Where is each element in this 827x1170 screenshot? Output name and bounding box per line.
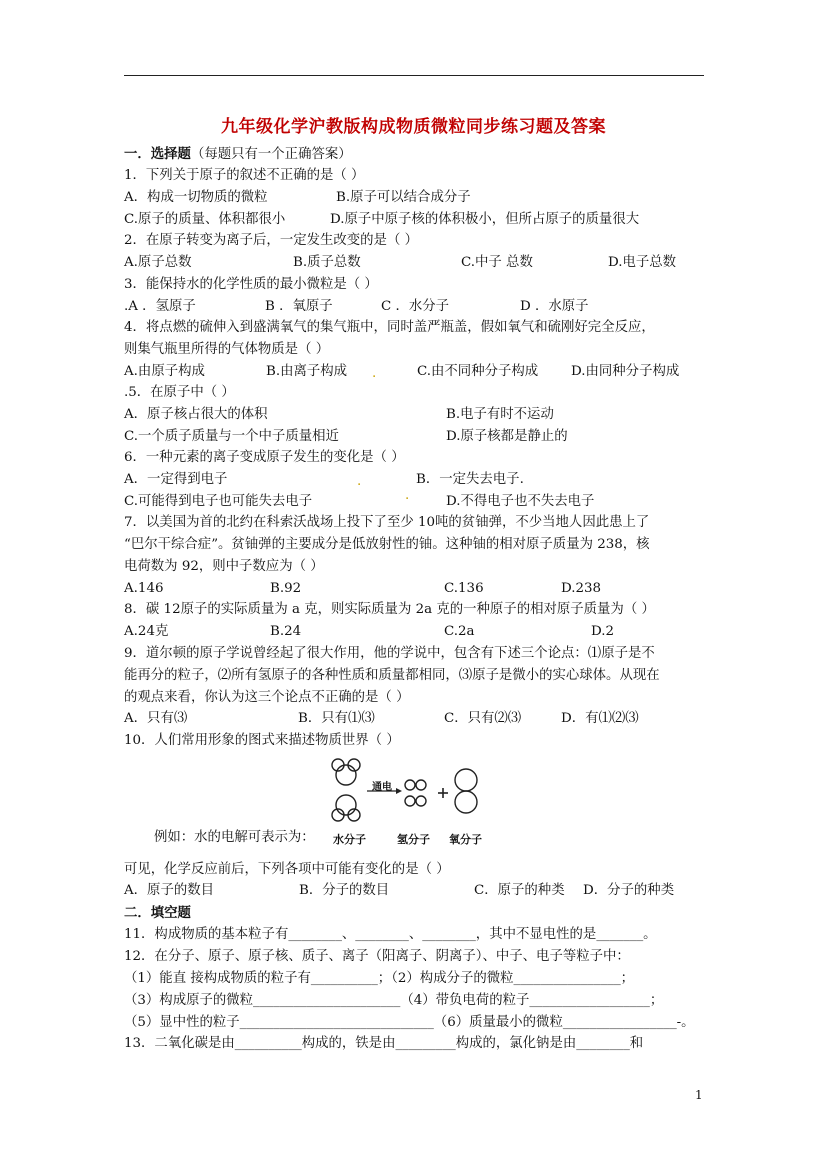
question-8: 8．碳 12原子的实际质量为 a 克，则实际质量为 2a 克的一种原子的相对原子质量为（ ）	[124, 602, 655, 617]
option: B.由离子构成	[266, 364, 348, 379]
question-7-cont: “巴尔干综合症”。贫铀弹的主要成分是低放射性的铀。这种铀的相对原子质量为 238，核	[124, 537, 650, 552]
option: C ．水分子	[381, 299, 450, 314]
option: D．有⑴⑵⑶	[561, 711, 639, 726]
option: C．只有⑵⑶	[444, 711, 522, 726]
question-4: 4．将点燃的硫伸入到盛满氧气的集气瓶中，同时盖严瓶盖，假如氧气和硫刚好完全反应，	[124, 320, 655, 335]
option: C.原子的质量、体积都很小	[124, 212, 286, 227]
hydrogen-molecule-label: 氢分子	[397, 833, 430, 846]
question-9-cont: 的观点来看，你认为这三个论点不正确的是（ ）	[124, 690, 410, 705]
option: A．一定得到电子	[124, 472, 228, 487]
option: B.质子总数	[293, 255, 361, 270]
question-7-cont: 电荷数为 92，则中子数应为（ ）	[124, 559, 324, 574]
question-11: 11．构成物质的基本粒子有________、________、________，其中不显电性的是_______。	[124, 927, 657, 942]
question-9-cont: 能再分的粒子，⑵所有氢原子的各种性质和质量都相同，⑶原子是微小的实心球体。从现在	[124, 668, 660, 683]
option: D.238	[561, 581, 602, 596]
option: A.由原子构成	[124, 364, 205, 379]
option: D.不得电子也不失去电子	[446, 494, 595, 509]
option: A.原子总数	[124, 255, 192, 270]
option: B.92	[270, 581, 302, 596]
option: C.由不同种分子构成	[417, 364, 539, 379]
arrow-label: 通电	[372, 782, 392, 793]
stray-dot: .	[405, 488, 410, 503]
option: A．只有⑶	[124, 711, 188, 726]
option: D ．水原子	[520, 299, 589, 314]
option: D.原子核都是静止的	[446, 429, 568, 444]
option: C.2a	[444, 624, 475, 639]
section-heading: 二．填空题	[124, 905, 191, 921]
question-7: 7．以美国为首的北约在科索沃战场上投下了至少 10吨的贫铀弹，不少当地人因此患上了	[124, 515, 650, 530]
page-title: 九年级化学沪教版构成物质微粒同步练习题及答案	[221, 117, 606, 137]
question-13: 13．二氧化碳是由__________构成的，铁是由_________构成的，氯化钠是由________和	[124, 1036, 644, 1051]
option: B.原子可以结合成分子	[336, 190, 471, 205]
water-molecule-label: 水分子	[333, 833, 366, 846]
option: D.由同种分子构成	[571, 364, 680, 379]
option: B．一定失去电子.	[416, 472, 524, 487]
question-1: 1．下列关于原子的叙述不正确的是（ ）	[124, 168, 365, 183]
question-10: 10．人们常用形象的图式来描述物质世界（ ）	[124, 733, 400, 748]
option: A.146	[124, 581, 164, 596]
option: B．只有⑴⑶	[298, 711, 375, 726]
option: C.可能得到电子也可能失去电子	[124, 494, 313, 509]
option: B.24	[270, 624, 302, 639]
header-rule	[124, 75, 704, 76]
option: B．分子的数目	[299, 883, 390, 898]
option: A．原子核占很大的体积	[124, 407, 268, 422]
example-label: 例如：水的电解可表示为：	[154, 830, 315, 845]
oxygen-molecule-label: 氧分子	[449, 833, 482, 846]
stray-dot: .	[357, 474, 362, 489]
option: C.136	[444, 581, 484, 596]
stray-dot: .	[372, 366, 377, 381]
option: D.2	[591, 624, 615, 639]
option: A．构成一切物质的微粒	[124, 190, 268, 205]
molecule-diagram-svg	[320, 758, 495, 828]
page-number: 1	[695, 1088, 703, 1102]
option: B.电子有时不运动	[446, 407, 554, 422]
question-6: 6．一种元素的离子变成原子发生的变化是（ ）	[124, 450, 405, 465]
option: D.原子中原子核的体积极小，但所占原子的质量很大	[330, 212, 640, 227]
option: D．分子的种类	[583, 883, 675, 898]
option: A．原子的数目	[124, 883, 215, 898]
question-4-cont: 则集气瓶里所得的气体物质是（ ）	[124, 342, 330, 357]
option: D.电子总数	[608, 255, 677, 270]
question-3: 3．能保持水的化学性质的最小微粒是（ ）	[124, 277, 378, 292]
question-5: .5．在原子中（ ）	[124, 385, 235, 400]
question-10-cont: 可见，化学反应前后，下列各项中可能有变化的是（ ）	[124, 862, 450, 877]
option: C.一个质子质量与一个中子质量相近	[124, 429, 339, 444]
question-2: 2．在原子转变为离子后，一定发生改变的是（ ）	[124, 233, 418, 248]
question-12: 12．在分子、原子、原子核、质子、离子（阳离子、阴离子）、中子、电子等粒子中：	[124, 949, 630, 964]
option: A.24克	[124, 624, 169, 639]
question-9: 9．道尔顿的原子学说曾经起了很大作用，他的学说中，包含有下述三个论点：⑴原子是不	[124, 646, 655, 661]
question-12-part: （1）能直 接构成物质的粒子有__________；（2）构成分子的微粒________________；	[124, 971, 635, 986]
option: C．原子的种类	[474, 883, 565, 898]
section-heading: 一．选择题（每题只有一个正确答案）	[124, 146, 352, 162]
option: B ．氧原子	[265, 299, 333, 314]
question-12-part: （5）显中性的粒子_____________________________（6）质量最小的微粒_________________-。	[124, 1015, 695, 1030]
option: C.中子 总数	[461, 255, 533, 270]
question-12-part: （3）构成原子的微粒______________________（4）带负电荷的粒子__________________；	[124, 993, 664, 1008]
option: .A ．氢原子	[124, 299, 196, 314]
